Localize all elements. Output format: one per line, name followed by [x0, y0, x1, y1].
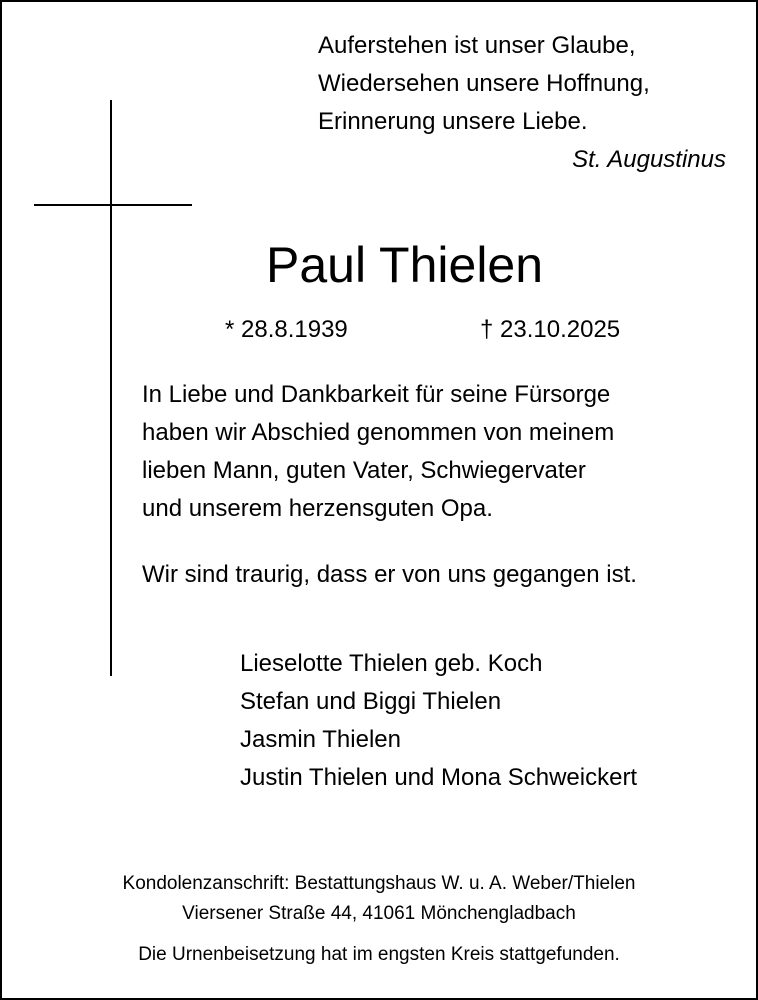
- cross-icon-vertical: [110, 100, 112, 676]
- quote-line: Wiedersehen unsere Hoffnung,: [318, 70, 650, 97]
- message-line: In Liebe und Dankbarkeit für seine Fürsorge: [142, 381, 611, 408]
- death-date: † 23.10.2025: [480, 316, 621, 343]
- message-line: lieben Mann, guten Vater, Schwiegervater: [142, 457, 586, 484]
- quote-block: [318, 27, 650, 141]
- quote-line: Erinnerung unsere Liebe.: [318, 108, 588, 135]
- condolence-line: Kondolenzanschrift: Bestattungshaus W. u. A. Weber/Thielen: [122, 873, 636, 894]
- message-block: [142, 376, 614, 528]
- quote-author: St. Augustinus: [572, 146, 726, 173]
- cross-icon-horizontal: [34, 204, 192, 206]
- mourners-list: [240, 645, 637, 797]
- mourner-name: Lieselotte Thielen geb. Koch: [240, 650, 543, 677]
- message-line: haben wir Abschied genommen von meinem: [142, 419, 615, 446]
- burial-note: Die Urnenbeisetzung hat im engsten Kreis stattgefunden.: [138, 944, 620, 965]
- birth-date: * 28.8.1939: [225, 316, 348, 343]
- deceased-name: Paul Thielen: [266, 237, 544, 293]
- quote-line: Auferstehen ist unser Glaube,: [318, 32, 636, 59]
- message-line: und unserem herzensguten Opa.: [142, 495, 493, 522]
- address-line: Viersener Straße 44, 41061 Mönchengladbach: [182, 903, 576, 924]
- mourner-name: Stefan und Biggi Thielen: [240, 688, 502, 715]
- message-closing: Wir sind traurig, dass er von uns gegangen ist.: [142, 561, 637, 588]
- mourner-name: Justin Thielen und Mona Schweickert: [240, 764, 638, 791]
- mourner-name: Jasmin Thielen: [240, 726, 401, 753]
